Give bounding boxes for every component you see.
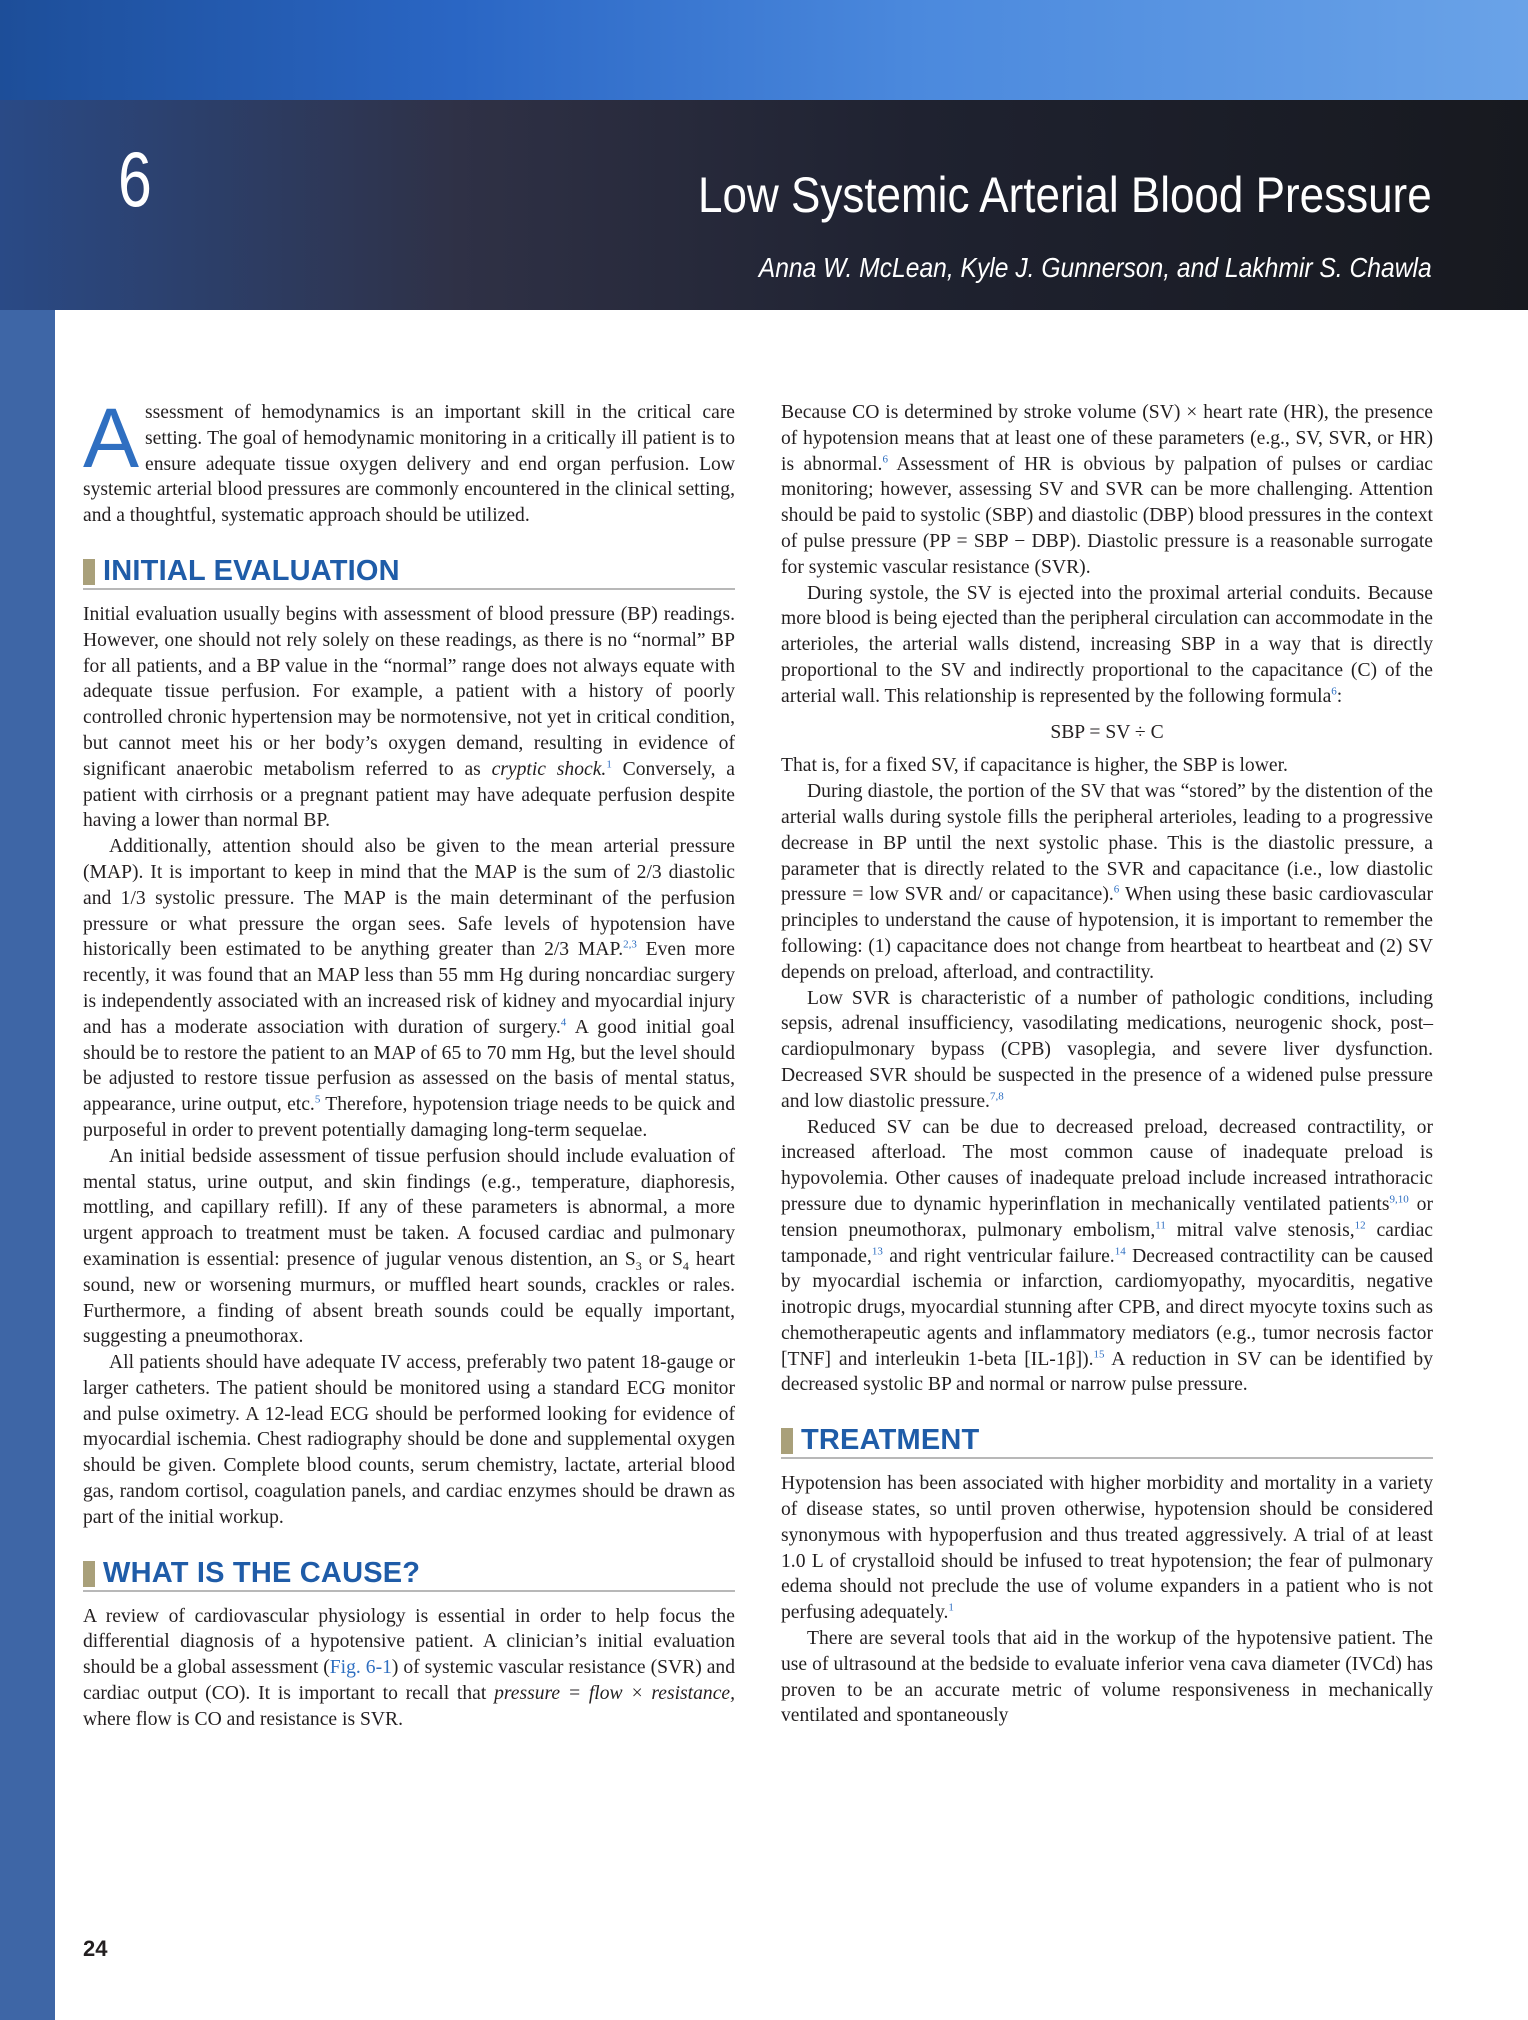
heading-label: INITIAL EVALUATION bbox=[103, 555, 400, 588]
chapter-number: 6 bbox=[118, 135, 152, 223]
section-heading-cause bbox=[83, 1556, 735, 1592]
paragraph: Additionally, attention should also be given to the mean arterial pressure (MAP). It is important to keep in mind that the MAP is the sum of 2/3 diastolic and 1/3 systolic pressure. The MAP is the main determinant of the perfusion pressure or what pressure the organ sees. Safe levels of hypotension have historically been estimated to be anything greater than 2/3 MAP.$^{2,3}$ Even more recently, it was found that an MAP less than 55 mm Hg during noncardiac surgery is independently associated with an increased risk of kidney and myocardial injury and has a moderate association with duration of surgery.$^4$ A good initial goal should be to restore the patient to an MAP of 65 to 70 mm Hg, but the level should be adjusted to restore tissue perfusion as assessed on the basis of mental status, appearance, urine output, etc.$^5$ Therefore, hypotension triage needs to be quick and purposeful in order to prevent potentially damaging long-term sequelae. bbox=[83, 836, 735, 1141]
drop-cap: A bbox=[83, 391, 140, 485]
heading-label: TREATMENT bbox=[801, 1424, 980, 1457]
section-heading-initial-evaluation bbox=[83, 555, 735, 590]
reference-link[interactable]: 11 bbox=[1155, 1219, 1166, 1232]
paragraph: A review of cardiovascular physiology is essential in order to help focus the differential diagnosis of a hypotensive patient. A clinician’s initial evaluation should be a global assessment (Fig. 6-1) of systemic vascular resistance (SVR) and cardiac output (CO). It is important to recall that pressure = flow × resistance, where flow is CO and resistance is SVR. bbox=[83, 1605, 735, 1730]
reference-link[interactable]: 1 bbox=[948, 1601, 954, 1614]
reference-link[interactable]: 7,8 bbox=[989, 1090, 1004, 1103]
left-column bbox=[83, 391, 735, 1733]
paragraph: An initial bedside assessment of tissue perfusion should include evaluation of mental status, urine output, and skin findings (e.g., temperature, diaphoresis, mottling, and capillary refill). If any of these parameters is abnormal, a more urgent approach to treatment must be taken. A focused cardiac and pulmonary examination is essential: presence of jugular venous distention, an $S_3$ or $S_4$ heart sound, new or worsening murmurs, or muffled heart sounds, crackles or rales. Furthermore, a finding of absent breath sounds could be equally important, suggesting a pneumothorax. bbox=[83, 1145, 735, 1348]
paragraph: All patients should have adequate IV access, preferably two patent 18-gauge or larger catheters. The patient should be monitored using a standard ECG monitor and pulse oximetry. A 12-lead ECG should be performed looking for evidence of myocardial ischemia. Chest radiography should be done and supplemental oxygen should be given. Complete blood counts, serum chemistry, lactate, arterial blood gas, random cortisol, coagulation panels, and cardiac enzymes should be drawn as part of the initial workup. bbox=[83, 1352, 735, 1528]
reference-link[interactable]: 15 bbox=[1093, 1348, 1105, 1361]
paragraph: That is, for a fixed SV, if capacitance is higher, the SBP is lower. bbox=[781, 755, 1288, 777]
reference-link[interactable]: 6 bbox=[1331, 685, 1337, 698]
heading-label: WHAT IS THE CAUSE? bbox=[103, 1556, 421, 1589]
heading-marker bbox=[83, 559, 95, 585]
reference-link[interactable]: 9,10 bbox=[1389, 1193, 1409, 1206]
left-margin-strip bbox=[0, 310, 55, 2020]
paragraph: During diastole, the portion of the SV that was “stored” by the distention of the arterial walls during systole fills the peripheral arterioles, leading to a progressive decrease in BP until the next systolic phase. This is the diastolic pressure, a parameter that is directly related to the SVR and capacitance (i.e., low diastolic pressure = low SVR and/ or capacitance).$^6$ When using these basic cardiovascular principles to understand the cause of hypotension, it is important to remember the following: (1) capacitance does not change from heartbeat to heartbeat and (2) SV depends on preload, afterload, and contractility. bbox=[781, 781, 1433, 983]
reference-link[interactable]: 13 bbox=[871, 1244, 883, 1257]
paragraph: Reduced SV can be due to decreased preload, decreased contractility, or increased afterload. The most common cause of inadequate preload is hypovolemia. Other causes of inadequate preload include increased intrathoracic pressure due to dynamic hyperinflation in mechanically ventilated patients$^{9,10}$ or tension pneumothorax, pulmonary embolism,$^{11}$ mitral valve stenosis,$^{12}$ cardiac tamponade,$^{13}$ and right ventricular failure.$^{14}$ Decreased contractility can be caused by myocardial ischemia or infarction, cardiomyopathy, myocarditis, negative inotropic drugs, myocardial stunning after CPB, and direct myocyte toxins such as chemotherapeutic agents and inflammatory mediators (e.g., tumor necrosis factor [TNF] and interleukin 1-beta [IL-1β]).$^{15}$ A reduction in SV can be identified by decreased systolic BP and normal or narrow pulse pressure. bbox=[781, 1116, 1434, 1396]
paragraph: Hypotension has been associated with higher morbidity and mortality in a variety of disease states, so until proven otherwise, hypotension should be considered synonymous with hypoperfusion and thus treated aggressively. A trial of at least 1.0 L of crystalloid should be infused to treat hypotension; the fear of pulmonary edema should not preclude the use of volume expanders in a patient who is not perfusing adequately.$^1$ bbox=[781, 1473, 1433, 1624]
reference-link[interactable]: 6 bbox=[1113, 883, 1120, 896]
reference-link[interactable]: 2,3 bbox=[623, 938, 637, 951]
reference-link[interactable]: 14 bbox=[1114, 1244, 1126, 1257]
right-column bbox=[781, 400, 1433, 1729]
reference-link[interactable]: 6 bbox=[882, 453, 888, 466]
page-number: 24 bbox=[83, 1936, 108, 1961]
paragraph: Because CO is determined by stroke volume (SV) × heart rate (HR), the presence of hypotension means that at least one of these parameters (e.g., SV, SVR, or HR) is abnormal.$^6$ Assessment of HR is obvious by palpation of pulses or cardiac monitoring; however, assessing SV and SVR can be more challenging. Attention should be paid to systolic (SBP) and diastolic (DBP) blood pressures in the context of pulse pressure (PP = SBP − DBP). Diastolic pressure is a reasonable surrogate for systemic vascular resistance (SVR). bbox=[781, 402, 1434, 578]
section-heading-treatment bbox=[781, 1424, 1433, 1459]
intro-paragraph: Assessment of hemodynamics is an important skill in the critical care setting. The goal of hemodynamic monitoring in a critically ill patient is to ensure adequate tissue oxygen delivery and end organ perfusion. Low systemic arterial blood pressures are commonly encountered in the clinical setting, and a thoughtful, systematic approach should be utilized. bbox=[83, 391, 735, 527]
reference-link[interactable]: 5 bbox=[314, 1093, 321, 1106]
paragraph: During systole, the SV is ejected into the proximal arterial conduits. Because more blood is being ejected than the peripheral circulation can accommodate in the arterioles, the arterial walls distend, increasing SBP in a way that is directly proportional to the SV and indirectly proportional to the capacitance (C) of the arterial wall. This relationship is represented by the following formula$^6$: bbox=[781, 582, 1433, 707]
heading-marker bbox=[781, 1428, 793, 1454]
heading-marker bbox=[83, 1561, 95, 1587]
reference-link[interactable]: 12 bbox=[1354, 1219, 1366, 1232]
reference-link[interactable]: 1 bbox=[606, 758, 612, 771]
figure-link[interactable]: Fig. 6-1 bbox=[329, 1657, 392, 1679]
paragraph: Initial evaluation usually begins with assessment of blood pressure (BP) readings. However, one should not rely solely on these readings, as there is no “normal” BP for all patients, and a BP value in the “normal” range does not always equate with adequate tissue perfusion. For example, a patient with a history of poorly controlled chronic hypertension may be normotensive, not yet in critical condition, but cannot meet his or her body’s oxygen demand, resulting in evidence of significant anaerobic metabolism referred to as cryptic shock.$^1$ Conversely, a patient with cirrhosis or a pregnant patient may have adequate perfusion despite having a lower than normal BP. bbox=[83, 603, 735, 832]
header-top-band bbox=[0, 0, 1528, 100]
paragraph: Low SVR is characteristic of a number of pathologic conditions, including sepsis, adrenal insufficiency, vasodilating medications, neurogenic shock, post–cardiopulmonary bypass (CPB) vasoplegia, and severe liver dysfunction. Decreased SVR should be suspected in the presence of a widened pulse pressure and low diastolic pressure.$^{7,8}$ bbox=[781, 987, 1433, 1112]
formula: SBP = SV ÷ C bbox=[1050, 721, 1164, 743]
chapter-title: Low Systemic Arterial Blood Pressure bbox=[698, 167, 1432, 223]
chapter-authors: Anna W. McLean, Kyle J. Gunnerson, and Lakhmir S. Chawla bbox=[759, 252, 1432, 283]
paragraph: There are several tools that aid in the workup of the hypotensive patient. The use of ultrasound at the bedside to evaluate inferior vena cava diameter (IVCd) has proven to be an accurate metric of volume responsiveness in mechanically ventilated and spontaneously bbox=[781, 1628, 1433, 1727]
reference-link[interactable]: 4 bbox=[560, 1016, 567, 1029]
